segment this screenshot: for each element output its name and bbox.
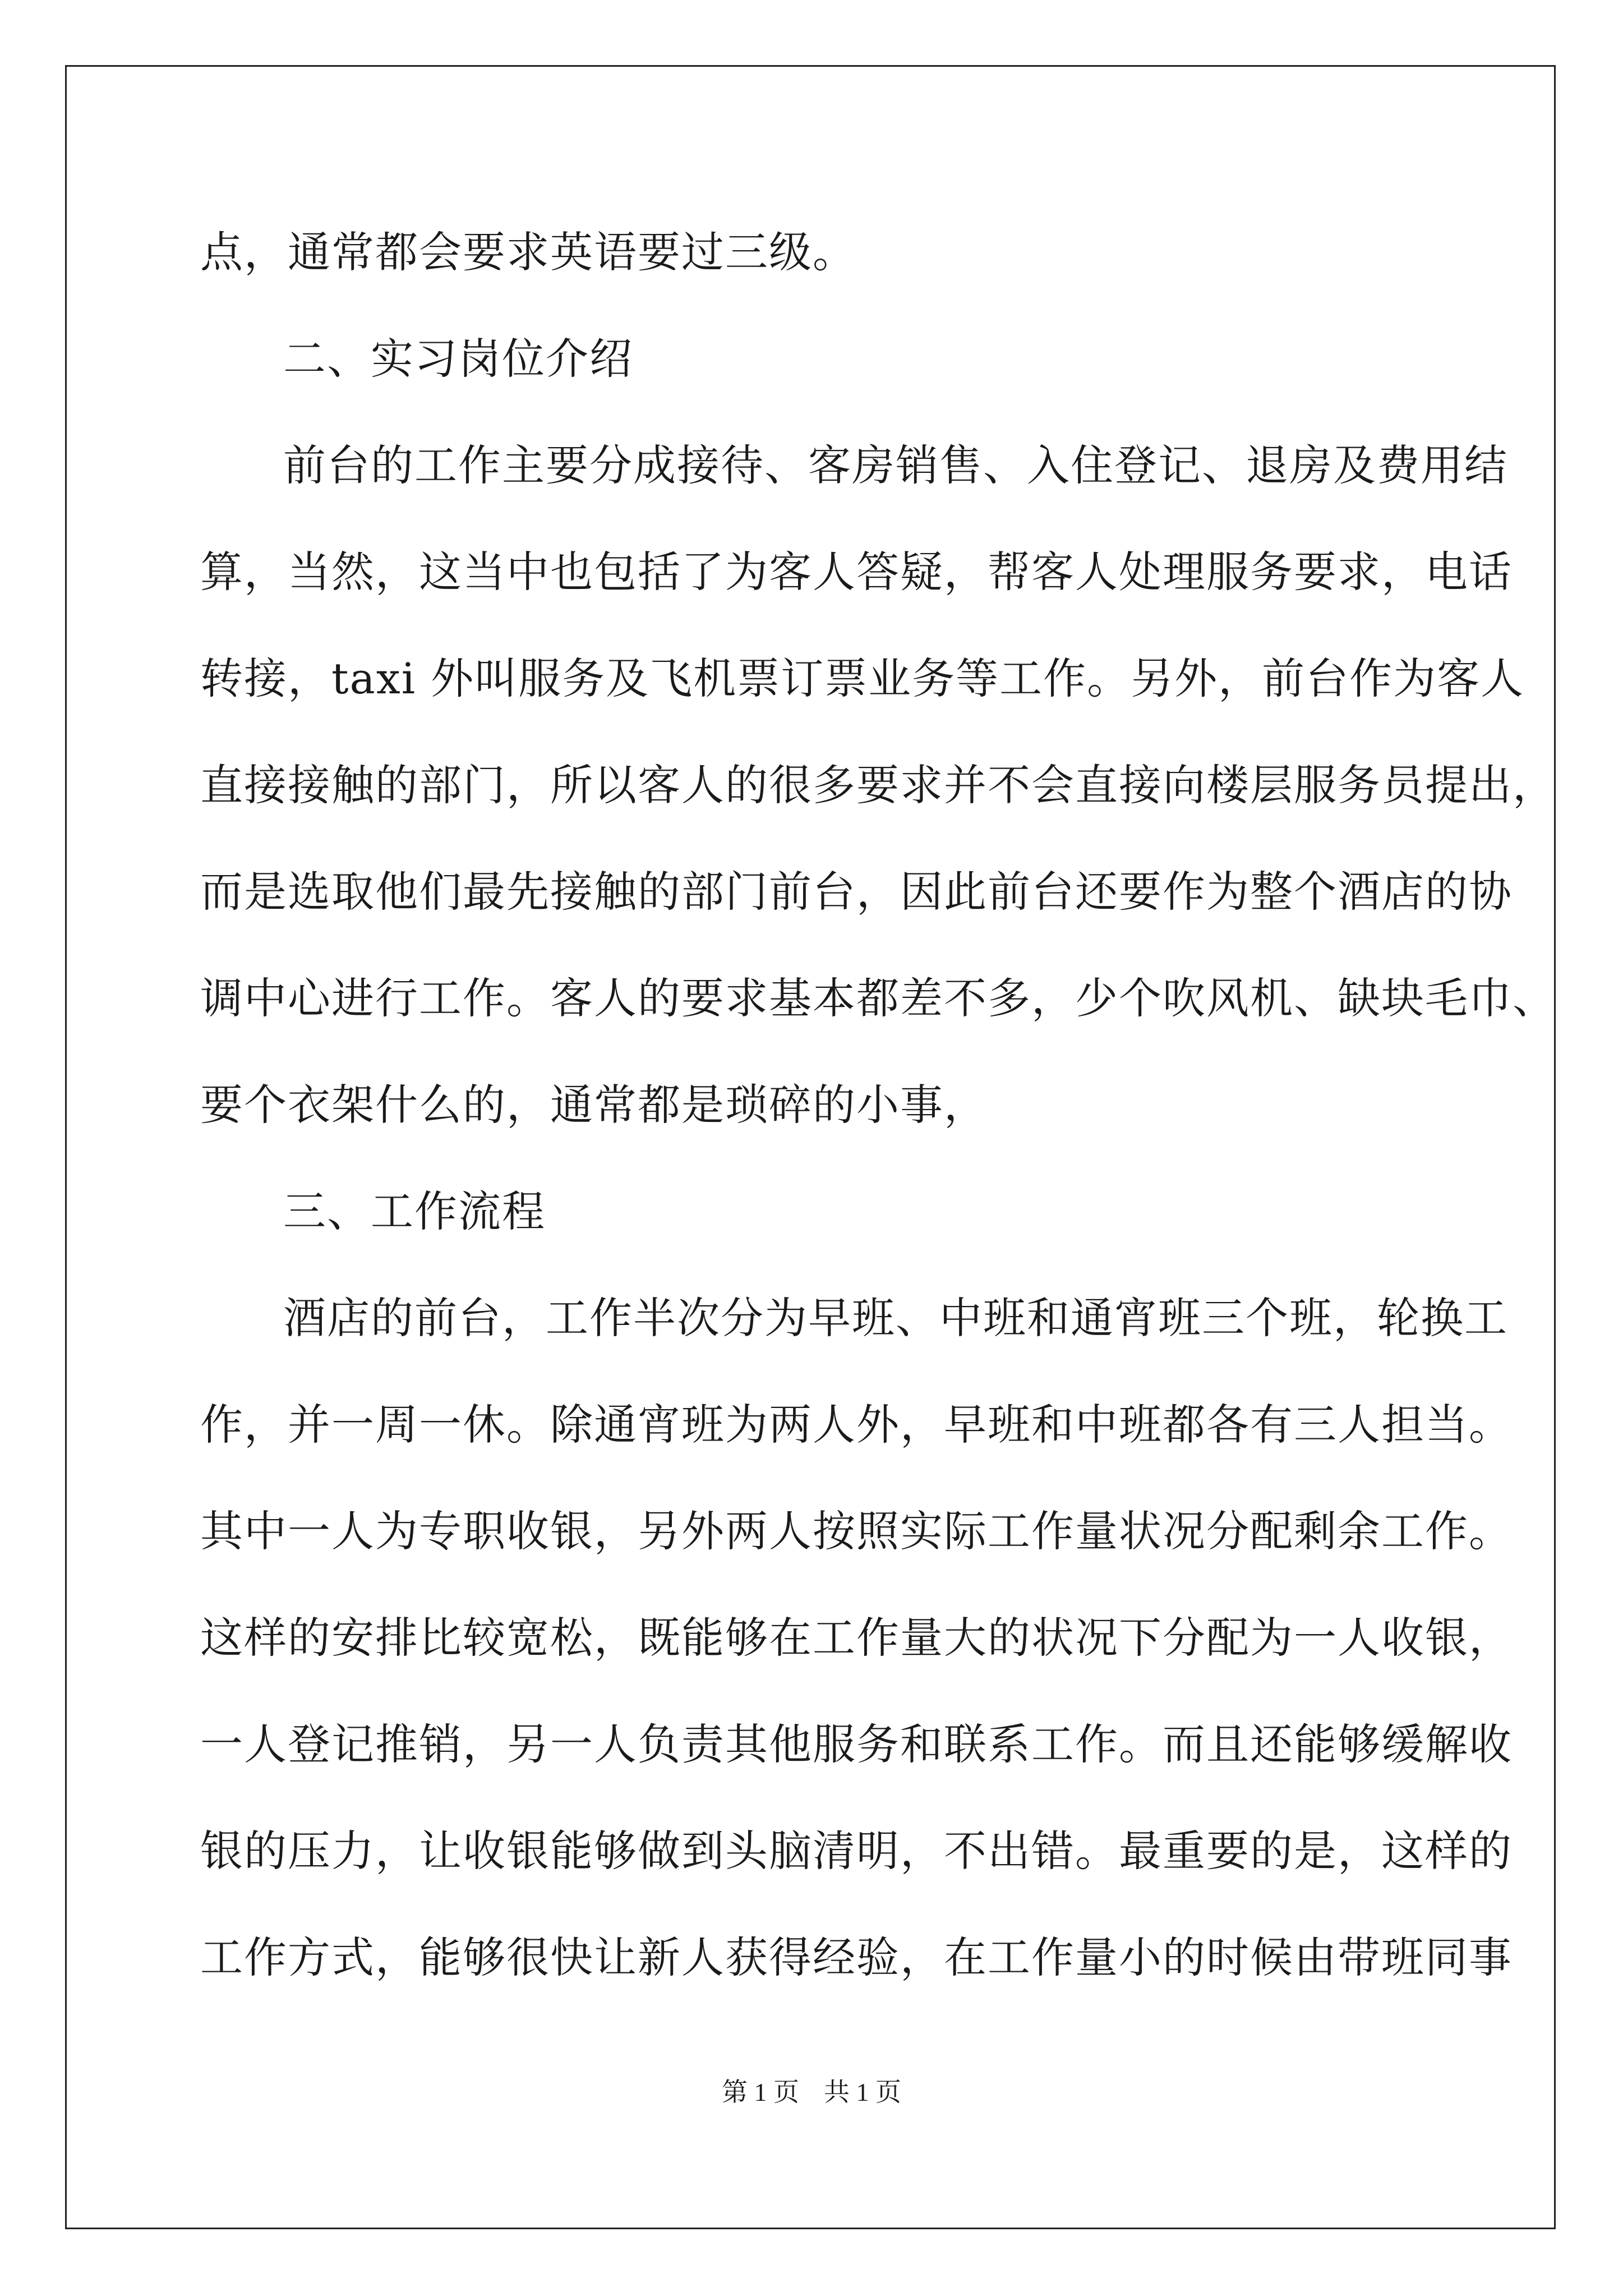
paragraph-line: 直接接触的部门，所以客人的很多要求并不会直接向楼层服务员提出， xyxy=(200,760,1556,810)
paragraph-line: 一人登记推销，另一人负责其他服务和联系工作。而且还能够缓解收 xyxy=(200,1719,1513,1769)
paragraph-line: 其中一人为专职收银，另外两人按照实际工作量状况分配剩余工作。 xyxy=(200,1506,1513,1556)
paragraph-line: 转接，taxi 外叫服务及飞机票订票业务等工作。另外，前台作为客人 xyxy=(200,654,1525,703)
paragraph-line: 这样的安排比较宽松，既能够在工作量大的状况下分配为一人收银， xyxy=(200,1613,1513,1663)
paragraph-line: 算，当然，这当中也包括了为客人答疑，帮客人处理服务要求，电话 xyxy=(200,547,1513,597)
page-footer xyxy=(0,2076,1623,2109)
paragraph-line: 调中心进行工作。客人的要求基本都差不多，少个吹风机、缺块毛巾、 xyxy=(200,973,1556,1023)
paragraph-line: 银的压力，让收银能够做到头脑清明，不出错。最重要的是，这样的 xyxy=(200,1826,1513,1876)
paragraph-line: 而是选取他们最先接触的部门前台，因此前台还要作为整个酒店的协 xyxy=(200,867,1513,917)
page-number: 第 1 页 xyxy=(722,2078,799,2106)
paragraph-line: 工作方式，能够很快让新人获得经验，在工作量小的时候由带班同事 xyxy=(200,1932,1513,1982)
paragraph-line: 前台的工作主要分成接待、客房销售、入住登记、退房及费用结 xyxy=(283,440,1508,490)
paragraph-line: 酒店的前台，工作半次分为早班、中班和通宵班三个班，轮换工 xyxy=(283,1293,1508,1343)
paragraph-line: 作，并一周一休。除通宵班为两人外，早班和中班都各有三人担当。 xyxy=(200,1400,1513,1450)
page-total: 共 1 页 xyxy=(824,2078,901,2106)
paragraph-line: 要个衣架什么的，通常都是琐碎的小事， xyxy=(200,1080,988,1130)
section-heading: 三、工作流程 xyxy=(283,1186,546,1236)
section-heading: 二、实习岗位介绍 xyxy=(283,334,633,384)
paragraph-line: 点，通常都会要求英语要过三级。 xyxy=(200,227,856,277)
